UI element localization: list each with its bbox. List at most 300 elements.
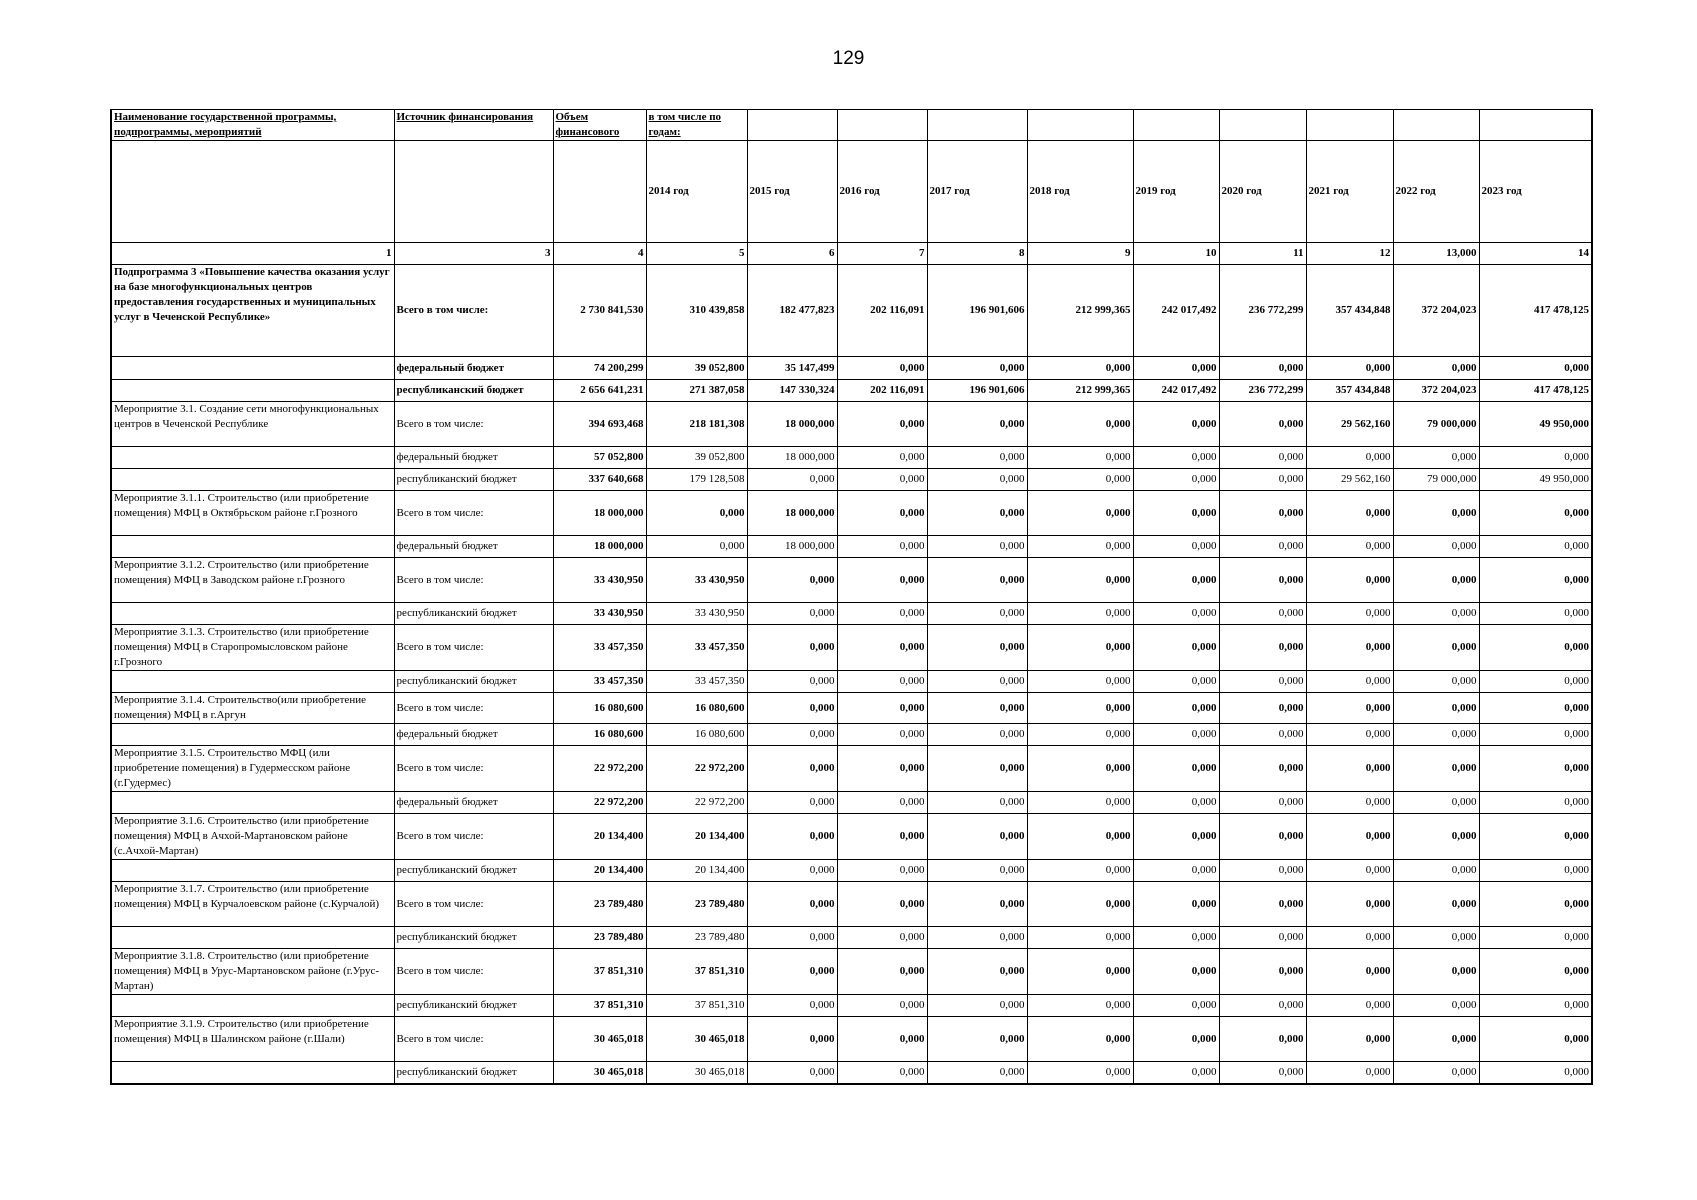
- table-row: [111, 746, 1592, 792]
- year-value: 196 901,606: [927, 380, 1027, 402]
- column-number: 14: [1479, 243, 1592, 265]
- table-row: [111, 882, 1592, 927]
- table-row: [111, 949, 1592, 995]
- year-value: 0,000: [1306, 625, 1393, 671]
- year-value: 0,000: [927, 693, 1027, 724]
- column-number: 11: [1219, 243, 1306, 265]
- year-value: 0,000: [747, 724, 837, 746]
- table-row: [111, 625, 1592, 671]
- year-value: 0,000: [927, 746, 1027, 792]
- table-row: [111, 693, 1592, 724]
- year-value: 0,000: [1219, 536, 1306, 558]
- year-value: 0,000: [1133, 882, 1219, 927]
- activity-name: [111, 447, 394, 469]
- activity-name: [111, 995, 394, 1017]
- year-value: 0,000: [1027, 927, 1133, 949]
- year-value: 0,000: [1133, 671, 1219, 693]
- total-volume: 37 851,310: [553, 949, 646, 995]
- year-value: 0,000: [646, 536, 747, 558]
- year-header: 2019 год: [1133, 141, 1219, 243]
- column-number: 5: [646, 243, 747, 265]
- column-number-row: [111, 243, 1592, 265]
- year-value: 0,000: [1219, 1062, 1306, 1084]
- year-value: 0,000: [837, 949, 927, 995]
- year-value: 0,000: [837, 671, 927, 693]
- year-value: 0,000: [1393, 927, 1479, 949]
- funding-source: Всего в том числе:: [394, 265, 553, 357]
- year-value: 0,000: [747, 625, 837, 671]
- year-value: 0,000: [1027, 1017, 1133, 1062]
- year-value: 0,000: [837, 724, 927, 746]
- year-value: 49 950,000: [1479, 469, 1592, 491]
- year-value: 0,000: [1479, 536, 1592, 558]
- column-number: 6: [747, 243, 837, 265]
- year-value: 0,000: [747, 693, 837, 724]
- total-volume: 57 052,800: [553, 447, 646, 469]
- year-value: 0,000: [837, 693, 927, 724]
- year-value: 0,000: [927, 603, 1027, 625]
- year-value: 0,000: [1027, 693, 1133, 724]
- year-value: 0,000: [927, 491, 1027, 536]
- year-value: 0,000: [927, 469, 1027, 491]
- year-value: 0,000: [927, 927, 1027, 949]
- year-value: 0,000: [1219, 447, 1306, 469]
- year-value: 310 439,858: [646, 265, 747, 357]
- year-value: 0,000: [1219, 603, 1306, 625]
- year-value: 0,000: [1133, 491, 1219, 536]
- year-value: 0,000: [1393, 814, 1479, 860]
- year-value: 0,000: [1306, 746, 1393, 792]
- year-value: 0,000: [1219, 558, 1306, 603]
- year-value: 0,000: [1219, 995, 1306, 1017]
- year-value: 29 562,160: [1306, 402, 1393, 447]
- year-value: 0,000: [1306, 1062, 1393, 1084]
- funding-source: Всего в том числе:: [394, 882, 553, 927]
- year-value: 0,000: [1133, 814, 1219, 860]
- year-value: 0,000: [1479, 746, 1592, 792]
- year-value: 0,000: [747, 792, 837, 814]
- year-value: 0,000: [837, 357, 927, 380]
- activity-name: Мероприятие 3.1.1. Строительство (или приобретение помещения) МФЦ в Октябрьском районе г.Грозного: [111, 491, 394, 536]
- year-value: 0,000: [837, 402, 927, 447]
- year-value: 0,000: [927, 995, 1027, 1017]
- year-value: 0,000: [1393, 792, 1479, 814]
- year-value: 0,000: [837, 625, 927, 671]
- year-value: 242 017,492: [1133, 380, 1219, 402]
- year-value: 0,000: [1393, 860, 1479, 882]
- year-value: 33 430,950: [646, 558, 747, 603]
- funding-source: республиканский бюджет: [394, 1062, 553, 1084]
- activity-name: [111, 724, 394, 746]
- year-value: 0,000: [1393, 536, 1479, 558]
- year-value: 0,000: [1306, 558, 1393, 603]
- year-value: 0,000: [1393, 1017, 1479, 1062]
- year-value: 0,000: [1133, 357, 1219, 380]
- year-value: 0,000: [1219, 491, 1306, 536]
- year-value: 0,000: [1479, 357, 1592, 380]
- funding-source: Всего в том числе:: [394, 558, 553, 603]
- table-row: [111, 357, 1592, 380]
- column-number: 1: [111, 243, 394, 265]
- total-volume: 16 080,600: [553, 724, 646, 746]
- year-value: 0,000: [1219, 693, 1306, 724]
- year-value: 0,000: [927, 671, 1027, 693]
- year-value: 417 478,125: [1479, 380, 1592, 402]
- year-value: 49 950,000: [1479, 402, 1592, 447]
- activity-name: Мероприятие 3.1.5. Строительство МФЦ (или приобретение помещения) в Гудермесском районе (г.Гудермес): [111, 746, 394, 792]
- year-value: 22 972,200: [646, 792, 747, 814]
- year-value: 79 000,000: [1393, 402, 1479, 447]
- total-volume: 2 656 641,231: [553, 380, 646, 402]
- table-row: [111, 469, 1592, 491]
- year-value: 202 116,091: [837, 265, 927, 357]
- year-value: 0,000: [747, 814, 837, 860]
- year-value: 0,000: [1027, 491, 1133, 536]
- funding-source: Всего в том числе:: [394, 693, 553, 724]
- table-row: [111, 927, 1592, 949]
- activity-name: Мероприятие 3.1. Создание сети многофункциональных центров в Чеченской Республике: [111, 402, 394, 447]
- year-value: 0,000: [1027, 469, 1133, 491]
- year-value: 0,000: [747, 1017, 837, 1062]
- year-value: 0,000: [747, 927, 837, 949]
- year-value: 357 434,848: [1306, 265, 1393, 357]
- column-number: 9: [1027, 243, 1133, 265]
- funding-source: Всего в том числе:: [394, 949, 553, 995]
- year-value: 18 000,000: [747, 491, 837, 536]
- year-value: 0,000: [1027, 995, 1133, 1017]
- activity-name: Мероприятие 3.1.8. Строительство (или приобретение помещения) МФЦ в Урус-Мартановском районе (г.Урус-Мартан): [111, 949, 394, 995]
- column-number: 13,000: [1393, 243, 1479, 265]
- year-value: 0,000: [747, 671, 837, 693]
- year-value: 0,000: [1306, 792, 1393, 814]
- year-value: 23 789,480: [646, 882, 747, 927]
- activity-name: [111, 536, 394, 558]
- table-row: [111, 558, 1592, 603]
- total-volume: 20 134,400: [553, 814, 646, 860]
- year-header: 2014 год: [646, 141, 747, 243]
- year-value: 0,000: [1306, 927, 1393, 949]
- year-value: 0,000: [1219, 469, 1306, 491]
- year-value: 0,000: [837, 746, 927, 792]
- table-row: [111, 447, 1592, 469]
- table-row: [111, 603, 1592, 625]
- funding-source: Всего в том числе:: [394, 746, 553, 792]
- total-volume: 394 693,468: [553, 402, 646, 447]
- year-value: 0,000: [927, 949, 1027, 995]
- year-header: 2017 год: [927, 141, 1027, 243]
- activity-name: [111, 1062, 394, 1084]
- year-value: 0,000: [1479, 792, 1592, 814]
- year-value: 0,000: [1027, 724, 1133, 746]
- year-value: 0,000: [837, 995, 927, 1017]
- year-value: 0,000: [1133, 447, 1219, 469]
- year-value: 0,000: [927, 860, 1027, 882]
- column-number: 10: [1133, 243, 1219, 265]
- year-value: 196 901,606: [927, 265, 1027, 357]
- year-value: 182 477,823: [747, 265, 837, 357]
- year-value: 202 116,091: [837, 380, 927, 402]
- year-value: 29 562,160: [1306, 469, 1393, 491]
- year-value: 0,000: [1133, 693, 1219, 724]
- table-row: [111, 671, 1592, 693]
- year-value: 0,000: [927, 625, 1027, 671]
- table-row: [111, 536, 1592, 558]
- year-value: 0,000: [927, 1062, 1027, 1084]
- year-value: 30 465,018: [646, 1062, 747, 1084]
- year-value: 0,000: [1393, 491, 1479, 536]
- activity-name: [111, 603, 394, 625]
- year-value: 0,000: [1133, 792, 1219, 814]
- funding-source: республиканский бюджет: [394, 380, 553, 402]
- year-value: 0,000: [1027, 792, 1133, 814]
- year-value: 0,000: [1393, 949, 1479, 995]
- year-value: 0,000: [1306, 491, 1393, 536]
- year-value: 0,000: [837, 447, 927, 469]
- funding-source: республиканский бюджет: [394, 860, 553, 882]
- year-value: 79 000,000: [1393, 469, 1479, 491]
- year-value: 0,000: [1306, 1017, 1393, 1062]
- year-value: 0,000: [1133, 927, 1219, 949]
- year-value: 33 457,350: [646, 671, 747, 693]
- column-number: 4: [553, 243, 646, 265]
- year-value: 0,000: [927, 558, 1027, 603]
- year-value: 0,000: [1479, 949, 1592, 995]
- total-volume: 33 430,950: [553, 603, 646, 625]
- year-value: 0,000: [1027, 625, 1133, 671]
- year-value: 0,000: [1219, 724, 1306, 746]
- total-volume: 16 080,600: [553, 693, 646, 724]
- year-value: 0,000: [1306, 860, 1393, 882]
- year-value: 0,000: [747, 949, 837, 995]
- total-volume: 74 200,299: [553, 357, 646, 380]
- funding-source: федеральный бюджет: [394, 357, 553, 380]
- year-value: 0,000: [1133, 603, 1219, 625]
- year-value: 0,000: [837, 814, 927, 860]
- year-value: 0,000: [837, 491, 927, 536]
- year-value: 0,000: [1306, 693, 1393, 724]
- year-value: 0,000: [1306, 357, 1393, 380]
- header-years-group: в том числе по годам:: [646, 110, 747, 141]
- year-value: 0,000: [927, 447, 1027, 469]
- year-value: 0,000: [747, 995, 837, 1017]
- year-value: 16 080,600: [646, 693, 747, 724]
- year-value: 372 204,023: [1393, 265, 1479, 357]
- year-value: 0,000: [1306, 536, 1393, 558]
- year-value: 0,000: [1219, 882, 1306, 927]
- year-value: 0,000: [837, 860, 927, 882]
- year-header: 2023 год: [1479, 141, 1592, 243]
- funding-source: федеральный бюджет: [394, 536, 553, 558]
- year-value: 0,000: [837, 1017, 927, 1062]
- activity-name: [111, 860, 394, 882]
- year-value: 0,000: [927, 357, 1027, 380]
- year-value: 0,000: [837, 558, 927, 603]
- total-volume: 23 789,480: [553, 927, 646, 949]
- year-value: 0,000: [837, 536, 927, 558]
- total-volume: 2 730 841,530: [553, 265, 646, 357]
- year-value: 0,000: [1479, 671, 1592, 693]
- header-source: Источник финансирования: [394, 110, 553, 141]
- year-value: 0,000: [837, 1062, 927, 1084]
- total-volume: 23 789,480: [553, 882, 646, 927]
- year-value: 0,000: [1393, 558, 1479, 603]
- year-value: 30 465,018: [646, 1017, 747, 1062]
- year-value: 271 387,058: [646, 380, 747, 402]
- table-row: [111, 1062, 1592, 1084]
- year-value: 0,000: [927, 724, 1027, 746]
- activity-name: Мероприятие 3.1.7. Строительство (или приобретение помещения) МФЦ в Курчалоевском районе (с.Курчалой): [111, 882, 394, 927]
- year-value: 0,000: [1479, 491, 1592, 536]
- funding-source: федеральный бюджет: [394, 447, 553, 469]
- year-value: 0,000: [646, 491, 747, 536]
- year-header: 2018 год: [1027, 141, 1133, 243]
- year-value: 0,000: [1133, 558, 1219, 603]
- table-row: [111, 380, 1592, 402]
- activity-name: [111, 357, 394, 380]
- activity-name: [111, 469, 394, 491]
- year-header: 2022 год: [1393, 141, 1479, 243]
- table-row: [111, 1017, 1592, 1062]
- year-value: 0,000: [1133, 1062, 1219, 1084]
- table-row: [111, 402, 1592, 447]
- activity-name: [111, 671, 394, 693]
- year-value: 0,000: [837, 882, 927, 927]
- year-value: 0,000: [1027, 882, 1133, 927]
- year-value: 0,000: [1027, 949, 1133, 995]
- year-value: 0,000: [1306, 447, 1393, 469]
- header-volume: Объем финансового: [553, 110, 646, 141]
- year-value: 0,000: [747, 746, 837, 792]
- table-row: [111, 724, 1592, 746]
- year-value: 37 851,310: [646, 995, 747, 1017]
- column-number: 7: [837, 243, 927, 265]
- funding-source: федеральный бюджет: [394, 792, 553, 814]
- total-volume: 22 972,200: [553, 792, 646, 814]
- year-value: 0,000: [1393, 603, 1479, 625]
- year-value: 0,000: [1219, 1017, 1306, 1062]
- year-value: 0,000: [1219, 671, 1306, 693]
- total-volume: 33 430,950: [553, 558, 646, 603]
- year-value: 0,000: [1479, 625, 1592, 671]
- year-value: 236 772,299: [1219, 380, 1306, 402]
- year-value: 0,000: [1479, 814, 1592, 860]
- year-value: 0,000: [1027, 671, 1133, 693]
- year-value: 0,000: [1306, 949, 1393, 995]
- year-value: 33 430,950: [646, 603, 747, 625]
- table-row: [111, 265, 1592, 357]
- column-number: 8: [927, 243, 1027, 265]
- year-header: 2021 год: [1306, 141, 1393, 243]
- year-value: 18 000,000: [747, 447, 837, 469]
- year-value: 372 204,023: [1393, 380, 1479, 402]
- activity-name: Мероприятие 3.1.4. Строительство(или приобретение помещения) МФЦ в г.Аргун: [111, 693, 394, 724]
- year-value: 0,000: [1393, 671, 1479, 693]
- activity-name: Мероприятие 3.1.9. Строительство (или приобретение помещения) МФЦ в Шалинском районе (г.Шали): [111, 1017, 394, 1062]
- column-number: 12: [1306, 243, 1393, 265]
- year-value: 35 147,499: [747, 357, 837, 380]
- total-volume: 33 457,350: [553, 671, 646, 693]
- funding-source: Всего в том числе:: [394, 491, 553, 536]
- year-value: 0,000: [1306, 882, 1393, 927]
- year-value: 18 000,000: [747, 402, 837, 447]
- year-value: 0,000: [1393, 693, 1479, 724]
- funding-source: республиканский бюджет: [394, 927, 553, 949]
- table-row: [111, 814, 1592, 860]
- year-value: 0,000: [1306, 724, 1393, 746]
- year-value: 0,000: [1133, 1017, 1219, 1062]
- year-value: 0,000: [1133, 995, 1219, 1017]
- year-value: 0,000: [837, 792, 927, 814]
- year-value: 0,000: [747, 558, 837, 603]
- year-value: 39 052,800: [646, 447, 747, 469]
- year-value: 0,000: [1133, 949, 1219, 995]
- year-value: 0,000: [1027, 1062, 1133, 1084]
- year-value: 0,000: [927, 1017, 1027, 1062]
- year-value: 0,000: [1219, 927, 1306, 949]
- year-value: 39 052,800: [646, 357, 747, 380]
- year-value: 0,000: [1393, 995, 1479, 1017]
- year-value: 0,000: [1306, 671, 1393, 693]
- year-value: 0,000: [1027, 536, 1133, 558]
- table-row: [111, 860, 1592, 882]
- total-volume: 33 457,350: [553, 625, 646, 671]
- year-value: 0,000: [1027, 746, 1133, 792]
- year-value: 0,000: [1027, 558, 1133, 603]
- year-value: 20 134,400: [646, 814, 747, 860]
- year-value: 23 789,480: [646, 927, 747, 949]
- year-value: 0,000: [1479, 693, 1592, 724]
- year-value: 0,000: [927, 402, 1027, 447]
- year-value: 0,000: [1479, 1062, 1592, 1084]
- year-value: 0,000: [1133, 625, 1219, 671]
- year-value: 33 457,350: [646, 625, 747, 671]
- year-value: 0,000: [1393, 746, 1479, 792]
- year-value: 0,000: [1479, 995, 1592, 1017]
- year-value: 37 851,310: [646, 949, 747, 995]
- year-value: 0,000: [1479, 558, 1592, 603]
- year-value: 0,000: [1393, 447, 1479, 469]
- year-value: 0,000: [1219, 949, 1306, 995]
- year-value: 0,000: [1133, 536, 1219, 558]
- activity-name: Мероприятие 3.1.6. Строительство (или приобретение помещения) МФЦ в Ачхой-Мартановском районе (с.Ачхой-Мартан): [111, 814, 394, 860]
- year-value: 16 080,600: [646, 724, 747, 746]
- year-value: 0,000: [1479, 447, 1592, 469]
- year-value: 242 017,492: [1133, 265, 1219, 357]
- financing-table: [110, 109, 1593, 1085]
- year-header: 2015 год: [747, 141, 837, 243]
- total-volume: 337 640,668: [553, 469, 646, 491]
- year-value: 0,000: [927, 536, 1027, 558]
- year-value: 0,000: [747, 469, 837, 491]
- year-value: 0,000: [1479, 603, 1592, 625]
- year-value: 0,000: [1219, 860, 1306, 882]
- year-value: 0,000: [747, 882, 837, 927]
- year-value: 0,000: [1219, 402, 1306, 447]
- column-number: 3: [394, 243, 553, 265]
- header-row-years: [111, 141, 1592, 243]
- year-value: 212 999,365: [1027, 380, 1133, 402]
- year-value: 236 772,299: [1219, 265, 1306, 357]
- year-value: 0,000: [1027, 814, 1133, 860]
- year-value: 218 181,308: [646, 402, 747, 447]
- year-value: 0,000: [1027, 447, 1133, 469]
- year-value: 0,000: [1027, 603, 1133, 625]
- year-value: 0,000: [1027, 860, 1133, 882]
- total-volume: 37 851,310: [553, 995, 646, 1017]
- year-value: 0,000: [927, 792, 1027, 814]
- total-volume: 18 000,000: [553, 536, 646, 558]
- year-value: 0,000: [1133, 746, 1219, 792]
